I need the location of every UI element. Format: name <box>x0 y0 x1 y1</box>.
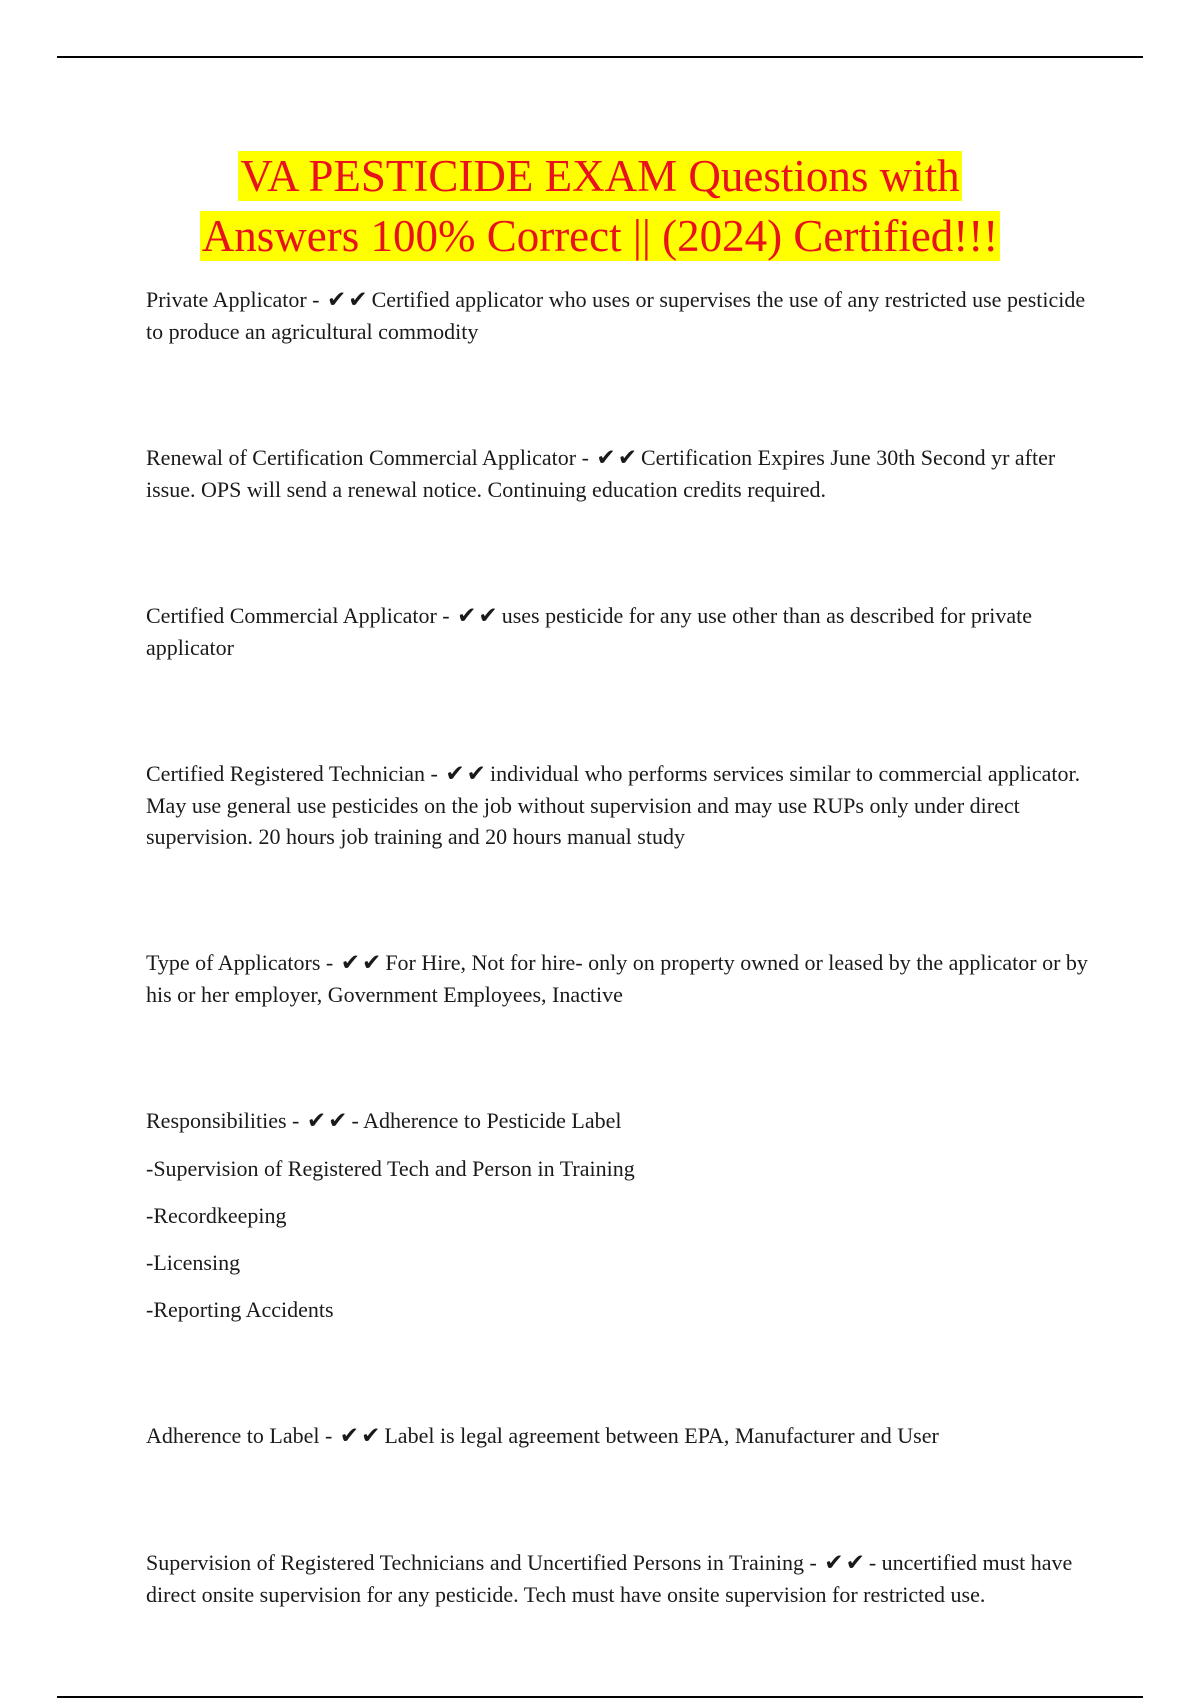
qa-entry-commercial-applicator <box>146 600 1096 663</box>
checkmark-icon: ✔ <box>327 287 347 313</box>
responsibility-item: -Reporting Accidents <box>146 1297 334 1322</box>
checkmark-icon: ✔ <box>466 761 486 787</box>
checkmark-icon: ✔ <box>445 761 465 787</box>
term: Supervision of Registered Technicians and Uncertified Persons in Training - <box>146 1550 823 1575</box>
definition: Certified applicator who uses or supervises the use of any restricted use pesticide to produce an agricultural commodity <box>146 287 1086 344</box>
checkmark-icon: ✔ <box>348 287 368 313</box>
definition: For Hire, Not for hire- only on property owned or leased by the applicator or by his or her employer, Government Employees, Inactive <box>146 950 1088 1007</box>
checkmark-icon: ✔ <box>596 445 616 471</box>
responsibility-item: -Recordkeeping <box>146 1203 287 1228</box>
checkmark-icon: ✔ <box>328 1108 348 1134</box>
term: Private Applicator - <box>146 287 326 312</box>
header-rule <box>57 56 1143 58</box>
qa-entry-supervision <box>146 1547 1096 1610</box>
qa-list <box>146 284 1096 1610</box>
checkmark-icon: ✔ <box>340 950 361 976</box>
qa-entry-responsibilities <box>146 1105 1096 1325</box>
qa-entry-adherence-to-label <box>146 1420 1096 1452</box>
title-line-1: VA PESTICIDE EXAM Questions with <box>240 151 960 201</box>
responsibilities-first-line <box>146 1105 1096 1137</box>
checkmark-icon: ✔ <box>361 1423 381 1449</box>
qa-entry-private-applicator <box>146 284 1096 347</box>
definition: uses pesticide for any use other than as described for private applicator <box>146 603 1032 660</box>
checkmark-icon: ✔ <box>306 1108 327 1134</box>
footer-rule <box>57 1696 1143 1698</box>
definition: - Adherence to Pesticide Label <box>351 1108 622 1133</box>
term: Certified Commercial Applicator - <box>146 603 456 628</box>
qa-entry-renewal <box>146 442 1096 505</box>
checkmark-icon: ✔ <box>478 603 498 629</box>
definition: Label is legal agreement between EPA, Manufacturer and User <box>384 1423 939 1448</box>
responsibility-item: -Licensing <box>146 1250 241 1275</box>
qa-entry-type-of-applicators <box>146 947 1096 1010</box>
responsibility-item: -Supervision of Registered Tech and Person in Training <box>146 1156 635 1181</box>
term: Responsibilities - <box>146 1108 305 1133</box>
term: Certified Registered Technician - <box>146 761 444 786</box>
definition: individual who performs services similar to commercial applicator. May use general use pesticides on the job without supervision and may use RUPs only under direct supervision. 20 hours job training and 20 hours manual study <box>146 761 1081 849</box>
qa-entry-registered-technician <box>146 758 1096 852</box>
checkmark-icon: ✔ <box>457 603 477 629</box>
term: Renewal of Certification Commercial Applicator - <box>146 445 595 470</box>
definition: - uncertified must have direct onsite supervision for any pesticide. Tech must have onsite supervision for restricted use. <box>146 1550 1073 1607</box>
checkmark-icon: ✔ <box>824 1550 844 1576</box>
document-title <box>0 146 1200 266</box>
checkmark-icon: ✔ <box>362 950 382 976</box>
checkmark-icon: ✔ <box>617 445 637 471</box>
term: Type of Applicators - <box>146 950 339 975</box>
term: Adherence to Label - <box>146 1423 338 1448</box>
definition: Certification Expires June 30th Second yr after issue. OPS will send a renewal notice. Continuing education credits required. <box>146 445 1056 502</box>
title-line-2: Answers 100% Correct || (2024) Certified!!! <box>201 211 999 261</box>
checkmark-icon: ✔ <box>845 1550 865 1576</box>
checkmark-icon: ✔ <box>339 1423 360 1449</box>
